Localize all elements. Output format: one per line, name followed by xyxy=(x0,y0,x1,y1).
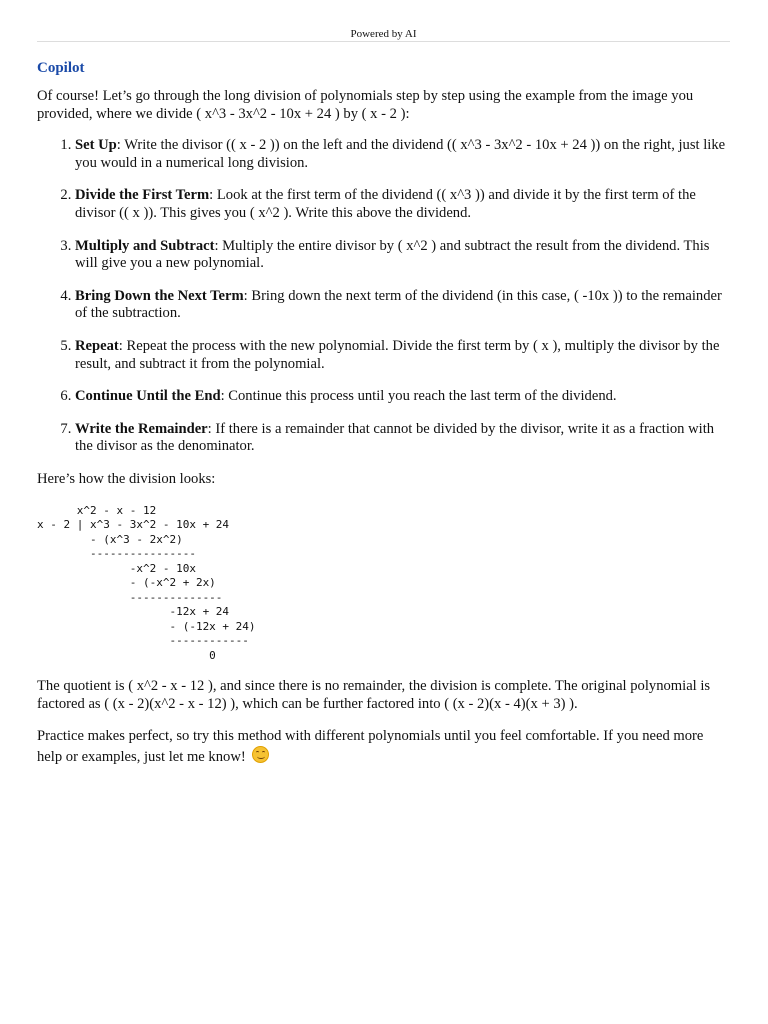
division-intro-label: Here’s how the division looks: xyxy=(37,470,216,487)
step-text: : If there is a remainder that cannot be divided by the divisor, write it as a fraction with the divisor as the denominator. xyxy=(75,420,715,455)
step-text: : Multiply the entire divisor by ( x^2 ) and subtract the result from the dividend. This will give you a new polynomial. xyxy=(75,237,710,272)
step-item xyxy=(75,288,730,323)
smiling-face-icon xyxy=(252,746,269,763)
document-page xyxy=(37,0,730,766)
practice-text: Practice makes perfect, so try this method with different polynomials until you feel comfortable. If you need more help or examples, just let me know! xyxy=(37,728,704,765)
step-text: : Repeat the process with the new polynomial. Divide the first term by ( x ), multiply the divisor by the result, and subtract it from the polynomial. xyxy=(75,337,720,372)
header-divider xyxy=(37,41,730,42)
powered-by-header: Powered by AI xyxy=(350,28,417,40)
steps-list xyxy=(37,137,730,456)
quotient-paragraph: The quotient is ( x^2 - x - 12 ), and since there is no remainder, the division is complete. The original polynomial is factored as ( (x - 2)(x^2 - x - 12) ), which can be further factored into ( (x - 2)(x - 4)(x + 3) ). xyxy=(37,678,711,712)
step-item xyxy=(75,238,730,273)
long-division-code-block: x^2 - x - 12 x - 2 | x^3 - 3x^2 - 10x + 24 - (x^3 - 2x^2) ---------------- -x^2 - 10x - (-x^2 + 2x) -------------- -12x + 24 - (-12x + 24) ------------ 0 xyxy=(37,503,256,662)
step-text: : Write the divisor (( x - 2 )) on the left and the dividend (( x^3 - 3x^2 - 10x + 24 )) on the right, just like you would in a numerical long division. xyxy=(75,137,726,171)
copilot-brand-title: Copilot xyxy=(37,60,85,76)
step-item xyxy=(75,421,730,456)
step-title: Repeat xyxy=(75,337,119,354)
step-title: Continue Until the End xyxy=(75,388,221,405)
step-item xyxy=(75,388,730,406)
step-title: Bring Down the Next Term xyxy=(75,287,244,304)
step-title: Multiply and Subtract xyxy=(75,237,215,254)
step-text: : Continue this process until you reach the last term of the dividend. xyxy=(220,388,617,405)
step-title: Divide the First Term xyxy=(75,187,210,204)
step-item xyxy=(75,137,730,172)
intro-paragraph: Of course! Let’s go through the long division of polynomials step by step using the example from the image you provided, where we divide ( x^3 - 3x^2 - 10x + 24 ) by ( x - 2 ): xyxy=(37,88,694,122)
step-text: : Bring down the next term of the dividend (in this case, ( -10x )) to the remainder of the subtraction. xyxy=(75,287,722,322)
practice-paragraph xyxy=(37,728,730,766)
step-text: : Look at the first term of the dividend (( x^3 )) and divide it by the first term of the divisor (( x )). This gives you ( x^2 ). Write this above the dividend. xyxy=(75,187,696,221)
step-item xyxy=(75,338,730,373)
step-title: Write the Remainder xyxy=(75,420,208,437)
step-item xyxy=(75,187,730,222)
step-title: Set Up xyxy=(75,137,117,154)
